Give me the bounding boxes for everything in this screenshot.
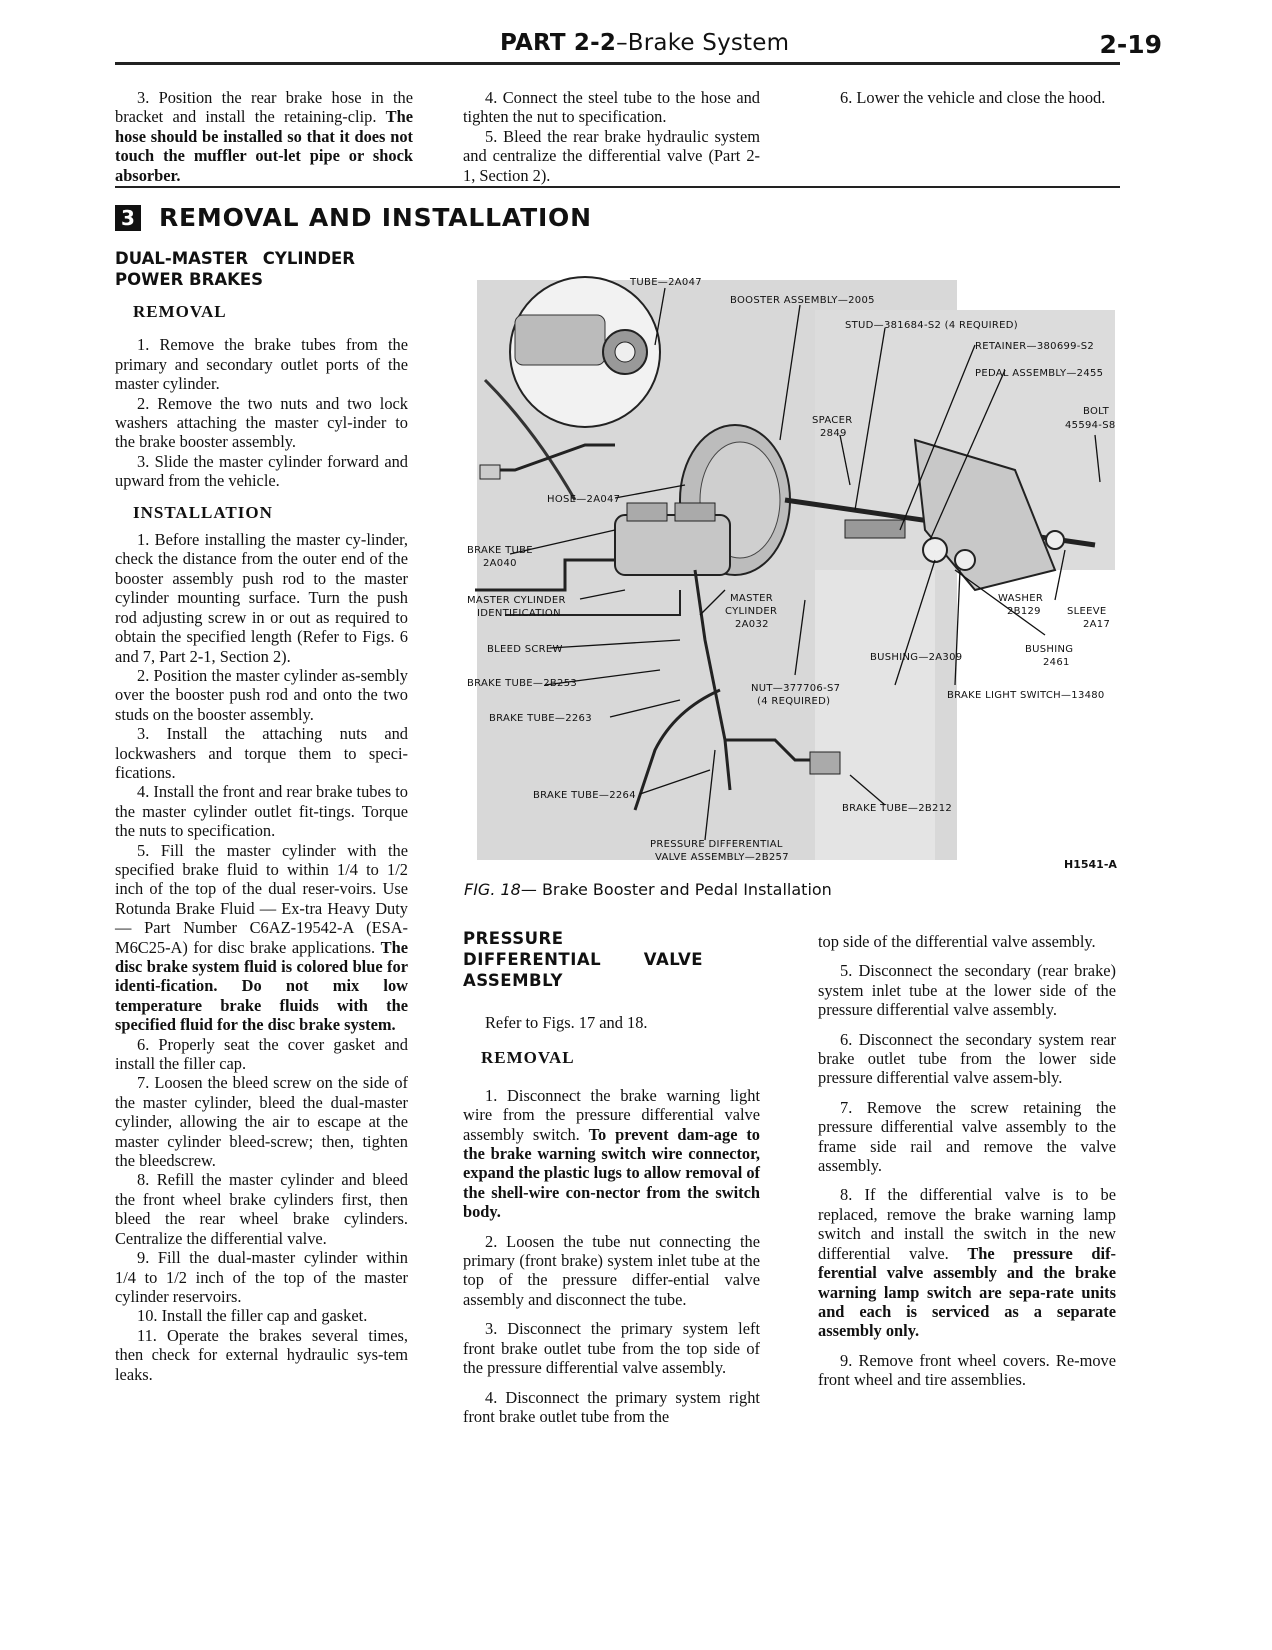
top-col-1 [115, 88, 413, 185]
para-text: 1. Disconnect the brake warning light wire from the pressure differential valve assembly switch. [463, 1085, 760, 1144]
paragraph: 7. Remove the screw retaining the pressure differential valve assembly to the frame side rail and remove the valve assembly. [818, 1097, 1116, 1176]
label-retainer: RETAINER—380699-S2 [975, 341, 1095, 352]
label-mc-id-1: MASTER CYLINDER [467, 595, 566, 606]
paragraph: 1. Remove the brake tubes from the primary and secondary outlet ports of the master cylinder. [115, 335, 408, 394]
top-col-3 [818, 88, 1116, 107]
paragraph: 4. Install the front and rear brake tubes to the master cylinder outlet fit-tings. Torque the nuts to specification. [115, 782, 408, 841]
para-bold: The pressure dif-ferential valve assembly and the brake warning lamp switch are sepa-rate units and each is serviced as a separate assembly only. [818, 1243, 1116, 1341]
right-column [818, 932, 1116, 1390]
top-col-2 [463, 88, 760, 185]
left-column [115, 248, 408, 1384]
label-hose: HOSE—2A047 [547, 494, 621, 505]
paragraph: 4. Disconnect the primary system right front brake outlet tube from the [463, 1387, 760, 1426]
label-washer-2: 2B129 [1007, 606, 1041, 617]
label-nut-2: (4 REQUIRED) [757, 696, 831, 707]
paragraph: 5. Bleed the rear brake hydraulic system and centralize the differential valve (Part 2-1, Section 2). [463, 126, 760, 185]
label-brake-tube-2b253: BRAKE TUBE—2B253 [467, 678, 578, 689]
paragraph: 6. Disconnect the secondary system rear brake outlet tube from the lower side pressure differential valve assem-bly. [818, 1029, 1116, 1088]
label-bleed-screw: BLEED SCREW [487, 644, 563, 655]
label-brake-tube-2a040-2: 2A040 [483, 558, 517, 569]
paragraph: top side of the differential valve assembly. [818, 932, 1096, 951]
label-brake-tube-2b212: BRAKE TUBE—2B212 [842, 803, 953, 814]
paragraph: 4. Connect the steel tube to the hose and tighten the nut to specification. [463, 88, 760, 127]
label-brake-light-switch: BRAKE LIGHT SWITCH—13480 [947, 690, 1105, 701]
pdv-removal-label: REMOVAL [481, 1048, 575, 1068]
label-bushing-1: BUSHING [1025, 644, 1074, 655]
header-rule [115, 62, 1120, 65]
para-text: 8. If the differential valve is to be replaced, remove the brake warning lamp switch and install the switch in the new differential valve. [818, 1185, 1116, 1263]
master-cylinder-shape [615, 515, 730, 575]
label-bolt-2: 45594-S8 [1065, 420, 1116, 431]
label-bushing-2: 2461 [1043, 657, 1070, 668]
label-brake-tube-2a040-1: BRAKE TUBE [467, 545, 533, 556]
figure-18 [455, 270, 1125, 880]
paragraph: 2. Remove the two nuts and two lock washers attaching the master cyl-inder to the brake booster assembly. [115, 393, 408, 452]
para-bold: The disc brake system fluid is colored blue for identi-fication. Do not mix low temperature brake fluids with the specified fluid for the disc brake system. [115, 937, 408, 1035]
removal-label: REMOVAL [133, 302, 227, 321]
paragraph: 6. Properly seat the cover gasket and install the filler cap. [115, 1034, 408, 1074]
paragraph: 11. Operate the brakes several times, then check for external hydraulic sys-tem leaks. [115, 1325, 408, 1384]
paragraph: 6. Lower the vehicle and close the hood. [840, 88, 1106, 107]
paragraph: 5. Disconnect the secondary (rear brake) system inlet tube at the lower side of the pressure differential valve assembly. [818, 961, 1116, 1020]
label-brake-tube-2263: BRAKE TUBE—2263 [489, 713, 592, 724]
paragraph: 10. Install the filler cap and gasket. [137, 1306, 368, 1326]
pdv-heading: PRESSURE DIFFERENTIAL VALVE ASSEMBLY [463, 929, 703, 990]
paragraph: 3. Slide the master cylinder forward and upward from the vehicle. [115, 451, 408, 491]
paragraph [463, 1086, 760, 1222]
page-header-title [500, 30, 789, 56]
label-bolt-1: BOLT [1083, 406, 1110, 417]
para-bold: The hose should be installed so that it does not touch the muffler out-let pipe or shock absorber. [115, 107, 413, 185]
label-pedal: PEDAL ASSEMBLY—2455 [975, 368, 1104, 379]
label-stud: STUD—381684-S2 (4 REQUIRED) [845, 320, 1018, 331]
label-pdv-1: PRESSURE DIFFERENTIAL [650, 839, 783, 850]
section-number: 3 [115, 205, 141, 231]
section-heading [115, 203, 592, 232]
paragraph [115, 841, 408, 1035]
label-bushing-2a309: BUSHING—2A309 [870, 652, 963, 663]
label-washer-1: WASHER [998, 593, 1044, 604]
part-label: PART 2-2 [500, 30, 617, 56]
label-sleeve-2: 2A17 [1083, 619, 1111, 630]
part-subtitle: –Brake System [616, 30, 790, 56]
section-rule [115, 186, 1120, 188]
caption-text: — Brake Booster and Pedal Installation [520, 880, 832, 899]
label-sleeve-1: SLEEVE [1067, 606, 1107, 617]
paragraph: 1. Before installing the master cy-linder, check the distance from the outer end of the booster assembly push rod to the master cylinder mounting surface. Turn the push rod adjusting screw in or out as required to obtain the specified length (Refer to Figs. 6 and 7, Part 2-1, Section 2). [115, 530, 408, 666]
paragraph [115, 88, 413, 185]
installation-label: INSTALLATION [133, 502, 273, 522]
label-brake-tube-2264: BRAKE TUBE—2264 [533, 790, 636, 801]
label-nut-1: NUT—377706-S7 [751, 683, 841, 694]
paragraph: 2. Loosen the tube nut connecting the primary (front brake) system inlet tube at the top of the pressure differ-ential valve assembly and disconnect the tube. [463, 1231, 760, 1309]
paragraph [818, 1185, 1116, 1340]
label-tube-2a047: TUBE—2A047 [630, 277, 702, 288]
paragraph: 9. Remove front wheel covers. Re-move front wheel and tire assemblies. [818, 1350, 1116, 1390]
paragraph: 3. Install the attaching nuts and lockwashers and torque them to speci-fications. [115, 724, 408, 782]
section-title: REMOVAL AND INSTALLATION [159, 203, 592, 232]
para-bold: To prevent dam-age to the brake warning switch wire connector, expand the plastic lugs to allow removal of the shell-wire con-nector from the switch body. [463, 1124, 761, 1222]
label-spacer-1: SPACER [812, 415, 853, 426]
figure-caption [464, 880, 832, 899]
brake-booster-diagram [455, 270, 1125, 880]
label-mc-1: MASTER [730, 593, 773, 604]
label-mc-3: 2A032 [735, 619, 769, 630]
page-number: 2-19 [1099, 30, 1162, 59]
caption-fig-number: FIG. 18 [464, 880, 521, 899]
figure-code: H1541-A [1064, 858, 1117, 871]
middle-column [463, 928, 760, 1426]
label-spacer-2: 2849 [820, 428, 847, 439]
paragraph: 9. Fill the dual-master cylinder within 1/4 to 1/2 inch of the top of the master cylinder reservoirs. [115, 1248, 408, 1306]
para-text: 3. Position the rear brake hose in the bracket and install the retaining-clip. [115, 88, 413, 127]
refer-text: Refer to Figs. 17 and 18. [485, 1013, 648, 1032]
label-mc-2: CYLINDER [725, 606, 778, 617]
paragraph: 8. Refill the master cylinder and bleed the front wheel brake cylinders first, then bleed the rear wheel brake cylinders. Centralize the differential valve. [115, 1170, 408, 1248]
label-pdv-2: VALVE ASSEMBLY—2B257 [655, 852, 789, 863]
para-text: 5. Fill the master cylinder with the specified brake fluid to within 1/4 to 1/2 inch of the top of the dual reser-voirs. Use Rotunda Brake Fluid — Ex-tra Heavy Duty — Part Number C6AZ-19542-A (ESA-M6C25-A) for disc brake applications. [115, 840, 408, 957]
paragraph: 2. Position the master cylinder as-sembly over the booster push rod and onto the two studs on the booster assembly. [115, 665, 408, 724]
label-mc-id-2: IDENTIFICATION [477, 608, 561, 619]
paragraph: 7. Loosen the bleed screw on the side of the master cylinder, bleed the dual-master cylinder, allowing the air to escape at the master cylinder bleed-screw; then, tighten the bleedscrew. [115, 1073, 408, 1171]
dual-master-heading: DUAL-MASTER CYLINDER POWER BRAKES [115, 249, 355, 289]
label-booster: BOOSTER ASSEMBLY—2005 [730, 295, 875, 306]
paragraph: 3. Disconnect the primary system left front brake outlet tube from the top side of the pressure differential valve assembly. [463, 1319, 760, 1378]
